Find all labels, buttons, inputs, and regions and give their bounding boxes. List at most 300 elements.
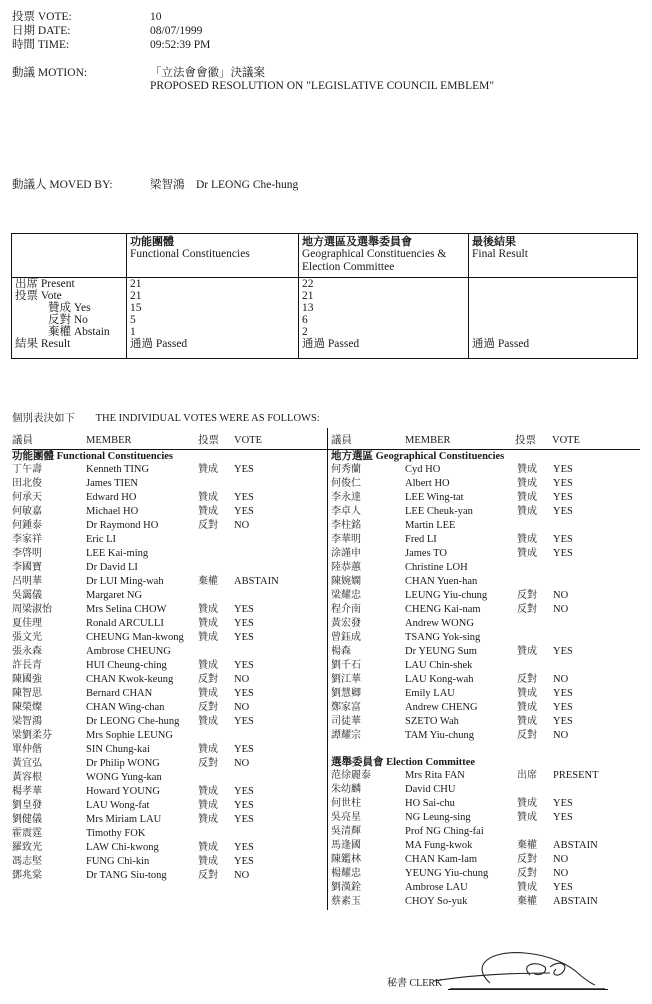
member-name-en: Andrew WONG: [405, 618, 474, 629]
vote-zh: 贊成: [198, 632, 218, 643]
row-label-vote: 投票 Vote: [15, 290, 62, 302]
member-name-zh: 李卓人: [331, 506, 361, 517]
member-row: [331, 505, 631, 519]
member-row: [12, 673, 312, 687]
member-name-zh: 劉千石: [331, 660, 361, 671]
member-name-zh: 梁劉柔芬: [12, 730, 52, 741]
member-row: [331, 491, 631, 505]
member-row: [331, 797, 631, 811]
vote-zh: 反對: [198, 702, 218, 713]
member-row: [12, 603, 312, 617]
member-name-zh: 黃宜弘: [12, 758, 42, 769]
summary-header-final: 最後結果 Final Result: [472, 235, 528, 260]
vote-zh: 反對: [198, 520, 218, 531]
vote-label: 投票 VOTE:: [12, 11, 72, 23]
vote-zh: 棄權: [517, 896, 537, 907]
vote-en: PRESENT: [553, 770, 599, 781]
member-row: [12, 799, 312, 813]
vote-en: YES: [234, 632, 254, 643]
member-row: [331, 769, 631, 783]
vote-zh: 贊成: [517, 716, 537, 727]
member-row: [331, 547, 631, 561]
member-name-zh: 黃容根: [12, 772, 42, 783]
member-name-zh: 李啓明: [12, 548, 42, 559]
member-name-en: Howard YOUNG: [86, 786, 160, 797]
member-row: [12, 491, 312, 505]
member-name-en: Albert HO: [405, 478, 450, 489]
vote-zh: 反對: [517, 854, 537, 865]
vote-zh: 贊成: [517, 492, 537, 503]
vote-en: NO: [234, 758, 250, 769]
vote-zh: 贊成: [198, 744, 218, 755]
member-row: [331, 687, 631, 701]
member-row: [331, 589, 631, 603]
member-name-zh: 馬逢國: [331, 840, 361, 851]
member-row: [331, 463, 631, 477]
member-name-zh: 何鍾泰: [12, 520, 42, 531]
member-name-zh: 夏佳理: [12, 618, 42, 629]
member-name-en: Dr LEONG Che-hung: [86, 716, 180, 727]
member-row: [12, 855, 312, 869]
vote-en: YES: [234, 842, 254, 853]
member-row: [331, 895, 631, 909]
member-name-en: James TO: [405, 548, 447, 559]
member-name-en: CHAN Yuen-han: [405, 576, 478, 587]
member-name-en: LEUNG Yiu-chung: [405, 590, 488, 601]
vote-en: NO: [234, 702, 250, 713]
member-name-zh: 何承天: [12, 492, 42, 503]
vote-zh: 反對: [517, 868, 537, 879]
summary-header-geographical: 地方選區及選舉委員會 Geographical Constituencies & Election Committee: [302, 235, 447, 273]
final-result: 通過 Passed: [472, 338, 530, 350]
member-row: [12, 463, 312, 477]
vote-en: YES: [234, 800, 254, 811]
row-label-present: 出席 Present: [15, 278, 75, 290]
member-name-zh: 楊孝華: [12, 786, 42, 797]
functional-present: 21: [130, 278, 142, 290]
member-row: [331, 853, 631, 867]
col-header-vote-en: VOTE: [234, 435, 262, 446]
member-name-en: Edward HO: [86, 492, 137, 503]
member-row: [331, 673, 631, 687]
member-name-zh: 楊耀忠: [331, 868, 361, 879]
vote-zh: 反對: [517, 730, 537, 741]
table-divider: [298, 234, 299, 358]
vote-zh: 贊成: [198, 506, 218, 517]
vote-en: YES: [234, 618, 254, 629]
vote-en: NO: [234, 870, 250, 881]
member-name-zh: 蔡素玉: [331, 896, 361, 907]
time-value: 09:52:39 PM: [150, 39, 211, 51]
member-row: [331, 839, 631, 853]
vote-en: YES: [234, 744, 254, 755]
geographical-yes: 13: [302, 302, 314, 314]
member-name-en: Andrew CHENG: [405, 702, 478, 713]
member-name-zh: 楊森: [331, 646, 351, 657]
row-label-abstain: 棄權 Abstain: [48, 326, 110, 338]
member-name-zh: 鄧兆棠: [12, 870, 42, 881]
member-row: [12, 771, 312, 785]
row-label-yes: 贊成 Yes: [48, 302, 91, 314]
member-row: [12, 827, 312, 841]
member-row: [331, 701, 631, 715]
member-name-zh: 曾鈺成: [331, 632, 361, 643]
vote-en: YES: [553, 798, 573, 809]
vote-en: YES: [553, 492, 573, 503]
geographical-abstain: 2: [302, 326, 308, 338]
vote-value: 10: [150, 11, 162, 23]
member-row: [12, 477, 312, 491]
column-divider: [327, 428, 328, 910]
section-title-election: 選舉委員會 Election Committee: [331, 757, 476, 768]
member-name-en: Dr YEUNG Sum: [405, 646, 477, 657]
member-row: [331, 561, 631, 575]
member-row: [12, 869, 312, 883]
clerk-signature-icon: [430, 945, 610, 995]
vote-zh: 贊成: [198, 660, 218, 671]
moved-by-value: 梁智鴻 Dr LEONG Che-hung: [150, 179, 299, 191]
member-name-en: Eric LI: [86, 534, 117, 545]
geographical-no: 6: [302, 314, 308, 326]
member-name-en: Dr David LI: [86, 562, 138, 573]
member-name-zh: 許長青: [12, 660, 42, 671]
summary-header-functional: 功能團體 Functional Constituencies: [130, 235, 250, 260]
member-name-zh: 梁耀忠: [331, 590, 361, 601]
member-row: [331, 617, 631, 631]
col-header-vote-en: VOTE: [552, 435, 580, 446]
member-name-en: CHOY So-yuk: [405, 896, 468, 907]
member-row: [12, 701, 312, 715]
functional-abstain: 1: [130, 326, 136, 338]
member-name-zh: 吳靄儀: [12, 590, 42, 601]
member-name-en: Cyd HO: [405, 464, 441, 475]
member-name-en: Fred LI: [405, 534, 437, 545]
member-name-en: MA Fung-kwok: [405, 840, 473, 851]
member-name-zh: 李華明: [331, 534, 361, 545]
vote-en: NO: [553, 590, 569, 601]
member-row: [331, 867, 631, 881]
member-name-zh: 羅致光: [12, 842, 42, 853]
member-row: [331, 575, 631, 589]
vote-en: YES: [553, 882, 573, 893]
member-row: [12, 547, 312, 561]
member-row: [331, 825, 631, 839]
col-header-member-en: MEMBER: [405, 435, 451, 446]
vote-zh: 反對: [198, 758, 218, 769]
member-row: [331, 631, 631, 645]
summary-table: [11, 233, 638, 359]
vote-en: NO: [553, 604, 569, 615]
vote-zh: 贊成: [517, 702, 537, 713]
member-name-en: Timothy FOK: [86, 828, 146, 839]
member-name-zh: 黃宏發: [331, 618, 361, 629]
table-divider: [126, 234, 127, 358]
member-row: [331, 477, 631, 491]
member-name-en: CHEUNG Man-kwong: [86, 632, 184, 643]
vote-zh: 反對: [517, 674, 537, 685]
moved-by-label: 動議人 MOVED BY:: [12, 179, 113, 191]
member-row: [12, 743, 312, 757]
member-name-en: LAU Chin-shek: [405, 660, 473, 671]
member-name-zh: 馮志堅: [12, 856, 42, 867]
member-name-en: LAW Chi-kwong: [86, 842, 159, 853]
vote-en: YES: [234, 688, 254, 699]
member-row: [12, 575, 312, 589]
member-name-en: Dr Philip WONG: [86, 758, 160, 769]
date-label: 日期 DATE:: [12, 25, 71, 37]
vote-zh: 贊成: [198, 618, 218, 629]
vote-en: YES: [553, 812, 573, 823]
vote-en: YES: [234, 604, 254, 615]
member-name-en: Ambrose CHEUNG: [86, 646, 171, 657]
member-row: [12, 631, 312, 645]
member-name-zh: 劉江華: [331, 674, 361, 685]
vote-en: NO: [553, 868, 569, 879]
member-row: [331, 715, 631, 729]
member-row: [12, 687, 312, 701]
member-name-en: CHAN Wing-chan: [86, 702, 165, 713]
vote-zh: 贊成: [517, 548, 537, 559]
vote-zh: 贊成: [198, 464, 218, 475]
member-name-zh: 司徒華: [331, 716, 361, 727]
vote-en: YES: [553, 534, 573, 545]
member-name-en: NG Leung-sing: [405, 812, 471, 823]
member-row: [12, 561, 312, 575]
member-name-en: Martin LEE: [405, 520, 456, 531]
vote-en: YES: [553, 702, 573, 713]
vote-en: NO: [234, 520, 250, 531]
section-title-geographical: 地方選區 Geographical Constituencies: [331, 451, 505, 462]
section-title-functional: 功能團體 Functional Constituencies: [12, 451, 174, 462]
vote-en: YES: [553, 646, 573, 657]
vote-en: NO: [553, 854, 569, 865]
member-name-en: Mrs Miriam LAU: [86, 814, 162, 825]
col-header-vote-zh: 投票: [198, 435, 219, 446]
member-name-en: WONG Yung-kan: [86, 772, 162, 783]
member-row: [331, 519, 631, 533]
vote-zh: 贊成: [517, 646, 537, 657]
member-name-zh: 朱幼麟: [331, 784, 361, 795]
vote-zh: 贊成: [517, 464, 537, 475]
vote-zh: 反對: [517, 604, 537, 615]
vote-en: YES: [234, 506, 254, 517]
vote-en: YES: [234, 856, 254, 867]
vote-zh: 贊成: [517, 882, 537, 893]
member-name-zh: 譚耀宗: [331, 730, 361, 741]
member-name-en: SIN Chung-kai: [86, 744, 150, 755]
member-row: [12, 729, 312, 743]
member-name-zh: 霍震霆: [12, 828, 42, 839]
member-name-en: TSANG Yok-sing: [405, 632, 481, 643]
member-name-zh: 涂謹申: [331, 548, 361, 559]
vote-zh: 出席: [517, 770, 537, 781]
member-name-en: SZETO Wah: [405, 716, 459, 727]
vote-en: ABSTAIN: [553, 840, 598, 851]
member-name-en: James TIEN: [86, 478, 139, 489]
vote-zh: 棄權: [517, 840, 537, 851]
member-row: [331, 811, 631, 825]
vote-zh: 贊成: [517, 812, 537, 823]
member-row: [331, 729, 631, 743]
member-name-zh: 何秀蘭: [331, 464, 361, 475]
member-row: [12, 757, 312, 771]
vote-en: YES: [234, 492, 254, 503]
vote-zh: 贊成: [517, 506, 537, 517]
table-divider: [12, 277, 637, 278]
vote-zh: 贊成: [198, 856, 218, 867]
functional-result: 通過 Passed: [130, 338, 188, 350]
member-name-en: Emily LAU: [405, 688, 455, 699]
member-name-zh: 吳清輝: [331, 826, 361, 837]
member-row: [331, 533, 631, 547]
vote-zh: 贊成: [198, 688, 218, 699]
member-name-en: LEE Cheuk-yan: [405, 506, 473, 517]
member-row: [12, 589, 312, 603]
time-label: 時間 TIME:: [12, 39, 70, 51]
functional-yes: 15: [130, 302, 142, 314]
member-row: [12, 505, 312, 519]
geographical-result: 通過 Passed: [302, 338, 360, 350]
member-row: [12, 813, 312, 827]
member-name-en: Michael HO: [86, 506, 139, 517]
col-header-member-en: MEMBER: [86, 435, 132, 446]
vote-zh: 反對: [198, 674, 218, 685]
member-name-zh: 范徐麗泰: [331, 770, 371, 781]
member-name-en: Dr TANG Siu-tong: [86, 870, 167, 881]
member-name-en: HO Sai-chu: [405, 798, 455, 809]
vote-en: YES: [553, 506, 573, 517]
member-name-en: Dr LUI Ming-wah: [86, 576, 164, 587]
member-name-zh: 張文光: [12, 632, 42, 643]
vote-zh: 贊成: [198, 492, 218, 503]
member-name-zh: 張永森: [12, 646, 42, 657]
member-name-zh: 何世柱: [331, 798, 361, 809]
member-name-en: LEE Wing-tat: [405, 492, 464, 503]
member-name-zh: 李家祥: [12, 534, 42, 545]
motion-title-zh: 「立法會會徽」決議案: [150, 67, 265, 79]
vote-zh: 贊成: [198, 842, 218, 853]
member-name-en: Ronald ARCULLI: [86, 618, 164, 629]
clerk-label: 秘書 CLERK: [387, 978, 443, 989]
vote-en: ABSTAIN: [553, 896, 598, 907]
member-name-en: Mrs Rita FAN: [405, 770, 465, 781]
motion-label: 動議 MOTION:: [12, 67, 88, 79]
vote-en: NO: [234, 674, 250, 685]
member-row: [331, 783, 631, 797]
member-row: [331, 603, 631, 617]
member-name-zh: 何敏嘉: [12, 506, 42, 517]
col-header-member-zh: 議員: [331, 435, 352, 446]
member-name-en: CHAN Kam-lam: [405, 854, 478, 865]
member-name-en: Margaret NG: [86, 590, 143, 601]
functional-no: 5: [130, 314, 136, 326]
vote-en: YES: [553, 548, 573, 559]
member-name-zh: 李國寶: [12, 562, 42, 573]
row-label-no: 反對 No: [48, 314, 88, 326]
functional-vote: 21: [130, 290, 142, 302]
member-name-zh: 梁智鴻: [12, 716, 42, 727]
member-name-en: Ambrose LAU: [405, 882, 468, 893]
individual-votes-title: 個別表決如下 THE INDIVIDUAL VOTES WERE AS FOLLOWS:: [12, 413, 320, 424]
member-name-zh: 劉健儀: [12, 814, 42, 825]
member-name-en: Christine LOH: [405, 562, 468, 573]
member-name-en: TAM Yiu-chung: [405, 730, 475, 741]
motion-title-en: PROPOSED RESOLUTION ON "LEGISLATIVE COUNCIL EMBLEM": [150, 80, 495, 92]
member-row: [12, 659, 312, 673]
member-name-zh: 何俊仁: [331, 478, 361, 489]
member-name-zh: 周梁淑怡: [12, 604, 52, 615]
vote-en: ABSTAIN: [234, 576, 279, 587]
geographical-present: 22: [302, 278, 314, 290]
member-row: [12, 645, 312, 659]
vote-zh: 反對: [198, 870, 218, 881]
date-value: 08/07/1999: [150, 25, 203, 37]
member-name-zh: 陳榮燦: [12, 702, 42, 713]
member-name-en: CHENG Kai-nam: [405, 604, 481, 615]
member-row: [331, 659, 631, 673]
member-name-zh: 陳鑑林: [331, 854, 361, 865]
member-row: [12, 715, 312, 729]
member-name-zh: 劉皇發: [12, 800, 42, 811]
member-row: [12, 617, 312, 631]
col-header-member-zh: 議員: [12, 435, 33, 446]
col-header-vote-zh: 投票: [515, 435, 536, 446]
vote-en: YES: [234, 786, 254, 797]
member-name-en: FUNG Chi-kin: [86, 856, 150, 867]
member-name-en: Kenneth TING: [86, 464, 150, 475]
member-name-zh: 陳智思: [12, 688, 42, 699]
member-name-en: HUI Cheung-ching: [86, 660, 167, 671]
vote-en: YES: [234, 814, 254, 825]
member-name-zh: 鄭家富: [331, 702, 361, 713]
member-name-zh: 劉慧卿: [331, 688, 361, 699]
member-name-zh: 陳婉嫻: [331, 576, 361, 587]
member-name-en: Mrs Selina CHOW: [86, 604, 167, 615]
member-name-en: Bernard CHAN: [86, 688, 153, 699]
member-row: [331, 881, 631, 895]
member-name-zh: 丁午壽: [12, 464, 42, 475]
member-name-en: LEE Kai-ming: [86, 548, 149, 559]
vote-zh: 反對: [517, 590, 537, 601]
vote-en: YES: [553, 464, 573, 475]
geographical-vote: 21: [302, 290, 314, 302]
vote-en: YES: [234, 660, 254, 671]
member-row: [331, 645, 631, 659]
member-name-en: Mrs Sophie LEUNG: [86, 730, 173, 741]
vote-zh: 贊成: [517, 798, 537, 809]
vote-en: YES: [234, 464, 254, 475]
vote-en: NO: [553, 730, 569, 741]
member-name-zh: 程介南: [331, 604, 361, 615]
table-divider: [468, 234, 469, 358]
member-name-en: LAU Kong-wah: [405, 674, 474, 685]
vote-zh: 贊成: [198, 800, 218, 811]
vote-zh: 贊成: [517, 534, 537, 545]
vote-zh: 贊成: [198, 716, 218, 727]
member-row: [12, 519, 312, 533]
member-name-zh: 吳亮星: [331, 812, 361, 823]
vote-en: YES: [553, 478, 573, 489]
vote-zh: 棄權: [198, 576, 218, 587]
member-name-zh: 李柱銘: [331, 520, 361, 531]
vote-en: YES: [553, 688, 573, 699]
member-name-zh: 陳國強: [12, 674, 42, 685]
member-name-en: YEUNG Yiu-chung: [405, 868, 489, 879]
member-name-zh: 呂明華: [12, 576, 42, 587]
member-name-en: LAU Wong-fat: [86, 800, 150, 811]
vote-zh: 贊成: [517, 478, 537, 489]
vote-en: YES: [234, 716, 254, 727]
